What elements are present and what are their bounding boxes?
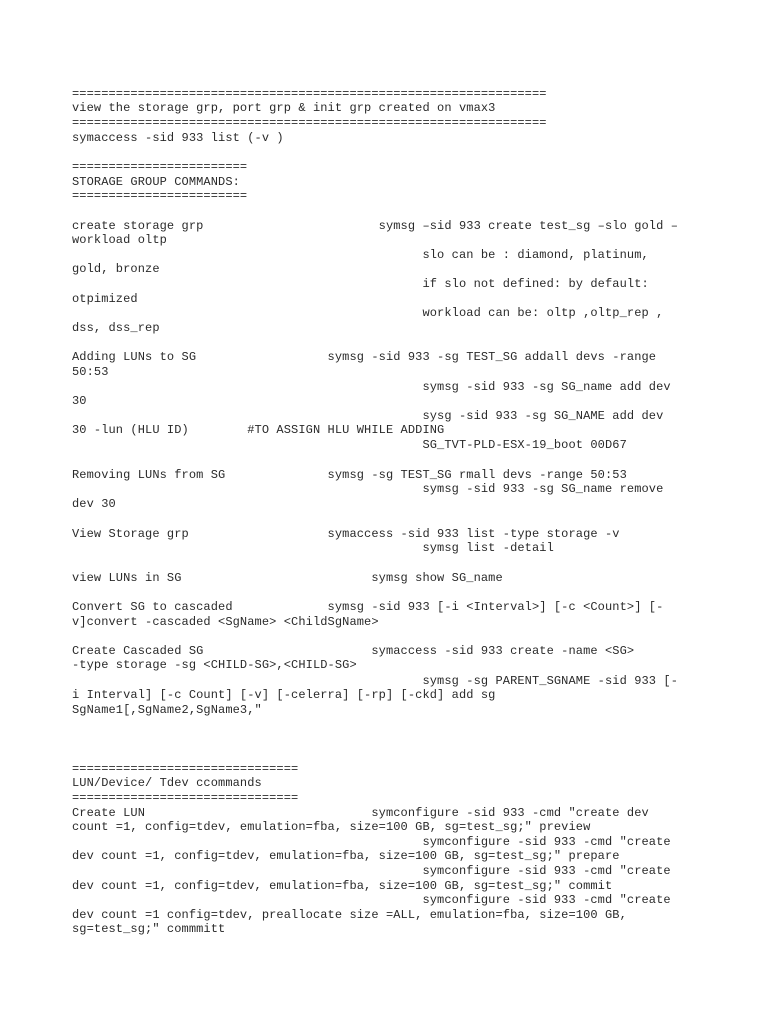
text-line: view LUNs in SG symsg show SG_name — [72, 571, 503, 585]
text-line: create storage grp symsg –sid 933 create test_sg –slo gold – — [72, 219, 678, 233]
text-line: dev count =1 config=tdev, preallocate size =ALL, emulation=fba, size=100 GB, — [72, 908, 627, 922]
separator-line: =============================== — [72, 762, 299, 776]
text-line: symsg -sid 933 -sg SG_name remove — [72, 482, 664, 496]
text-line: v]convert -cascaded <SgName> <ChildSgName> — [72, 615, 379, 629]
text-line: sysg -sid 933 -sg SG_NAME add dev — [72, 409, 664, 423]
text-line: symsg list -detail — [72, 541, 554, 555]
section-title: view the storage grp, port grp & init grp created on vmax3 — [72, 101, 496, 115]
text-line: SG_TVT-PLD-ESX-19_boot 00D67 — [72, 438, 627, 452]
text-line: if slo not defined: by default: — [72, 277, 649, 291]
text-line: dev 30 — [72, 497, 116, 511]
text-line: 30 — [72, 394, 87, 408]
text-line: Create LUN symconfigure -sid 933 -cmd "create dev — [72, 806, 649, 820]
text-line: symconfigure -sid 933 -cmd "create — [72, 864, 671, 878]
text-line: symconfigure -sid 933 -cmd "create — [72, 893, 671, 907]
text-line: slo can be : diamond, platinum, — [72, 248, 649, 262]
text-line: count =1, config=tdev, emulation=fba, size=100 GB, sg=test_sg;" preview — [72, 820, 591, 834]
text-line: View Storage grp symaccess -sid 933 list -type storage -v — [72, 527, 620, 541]
section-title: STORAGE GROUP COMMANDS: — [72, 175, 240, 189]
text-line: 50:53 — [72, 365, 109, 379]
text-line: dev count =1, config=tdev, emulation=fba, size=100 GB, sg=test_sg;" commit — [72, 879, 613, 893]
text-line: symconfigure -sid 933 -cmd "create — [72, 835, 671, 849]
text-line: i Interval] [-c Count] [-v] [-celerra] [-rp] [-ckd] add sg — [72, 688, 496, 702]
text-line: 30 -lun (HLU ID) #TO ASSIGN HLU WHILE ADDING — [72, 423, 445, 437]
text-line: -type storage -sg <CHILD-SG>,<CHILD-SG> — [72, 658, 357, 672]
text-line: Convert SG to cascaded symsg -sid 933 [-i <Interval>] [-c <Count>] [- — [72, 600, 664, 614]
text-line: symsg -sid 933 -sg SG_name add dev — [72, 380, 671, 394]
text-line: gold, bronze — [72, 262, 160, 276]
text-line: Removing LUNs from SG symsg -sg TEST_SG rmall devs -range 50:53 — [72, 468, 627, 482]
text-line: dss, dss_rep — [72, 321, 160, 335]
text-line: symaccess -sid 933 list (-v ) — [72, 131, 284, 145]
text-line: SgName1[,SgName2,SgName3," — [72, 703, 262, 717]
text-line: workload oltp — [72, 233, 167, 247]
text-line: otpimized — [72, 292, 138, 306]
text-line: workload can be: oltp ,oltp_rep , — [72, 306, 664, 320]
text-line: dev count =1, config=tdev, emulation=fba, size=100 GB, sg=test_sg;" prepare — [72, 849, 620, 863]
separator-line: ======================== — [72, 189, 248, 203]
separator-line: ======================== — [72, 160, 248, 174]
separator-line: ================================================================= — [72, 87, 547, 101]
separator-line: =============================== — [72, 791, 299, 805]
text-line: sg=test_sg;" commmitt — [72, 922, 226, 936]
text-line: symsg -sg PARENT_SGNAME -sid 933 [- — [72, 674, 678, 688]
text-line: Adding LUNs to SG symsg -sid 933 -sg TEST_SG addall devs -range — [72, 350, 657, 364]
separator-line: ================================================================= — [72, 116, 547, 130]
section-title: LUN/Device/ Tdev ccommands — [72, 776, 262, 790]
text-line: Create Cascaded SG symaccess -sid 933 create -name <SG> — [72, 644, 635, 658]
